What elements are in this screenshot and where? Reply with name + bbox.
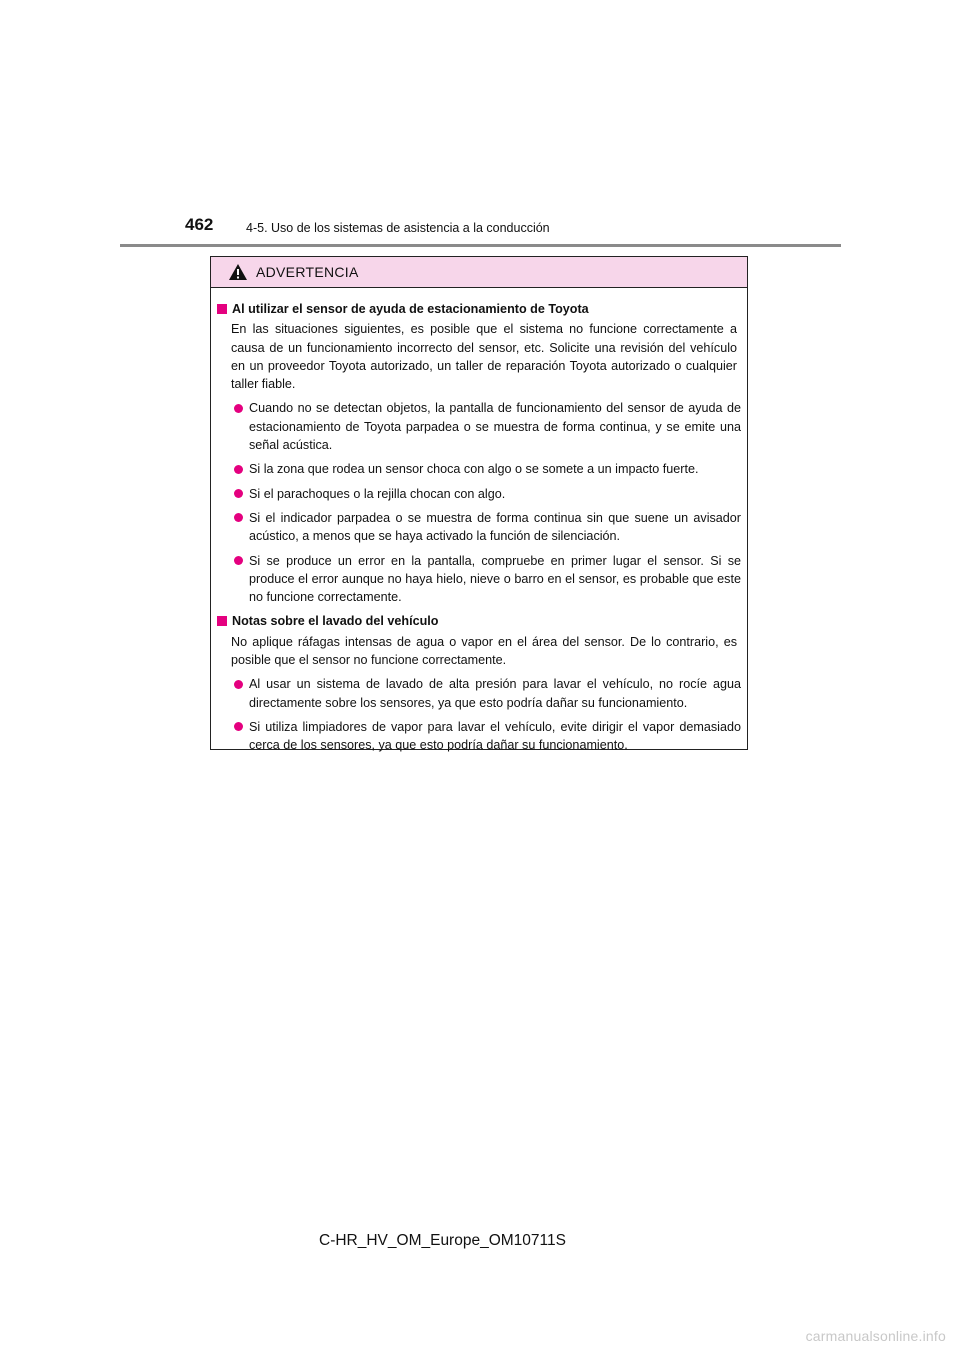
warning-triangle-icon bbox=[228, 263, 248, 281]
circle-bullet-icon bbox=[234, 404, 243, 413]
circle-bullet-icon bbox=[234, 556, 243, 565]
warning-box bbox=[210, 256, 748, 753]
list-item-text: Si utiliza limpiadores de vapor para lavar el vehículo, evite dirigir el vapor demasiado cerca de los sensores, ya que esto podría dañar su funcionamiento. bbox=[249, 719, 741, 753]
warning-title: ADVERTENCIA bbox=[256, 264, 359, 280]
list-item-text: Al usar un sistema de lavado de alta presión para lavar el vehículo, no rocíe agua directamente sobre los sensores, ya que esto podría dañar su funcionamiento. bbox=[249, 677, 741, 710]
section-intro: En las situaciones siguientes, es posible que el sistema no funcione correctamente a causa de un funcionamiento incorrecto del sensor, etc. Solicite una revisión del vehículo en un proveedor Toyota autorizado, un taller de reparación Toyota autorizado o cualquier taller fiable. bbox=[231, 322, 737, 392]
watermark-link[interactable]: carmanualsonline.info bbox=[805, 1328, 946, 1344]
section-heading-text: Notas sobre el lavado del vehículo bbox=[232, 614, 439, 629]
warning-body bbox=[211, 288, 747, 755]
circle-bullet-icon bbox=[234, 722, 243, 731]
list-item bbox=[231, 552, 741, 607]
warning-header bbox=[211, 257, 747, 288]
list-item bbox=[231, 718, 741, 755]
header-rule bbox=[120, 244, 841, 247]
list-item-text: Si la zona que rodea un sensor choca con algo o se somete a un impacto fuerte. bbox=[249, 462, 699, 477]
list-item bbox=[231, 485, 741, 503]
circle-bullet-icon bbox=[234, 680, 243, 689]
square-bullet-icon bbox=[217, 304, 227, 314]
list-item-text: Si se produce un error en la pantalla, compruebe en primer lugar el sensor. Si se produce el error aunque no haya hielo, nieve o barro en el sensor, es probable que este no funcione correctamente. bbox=[249, 553, 741, 605]
list-item-text: Si el parachoques o la rejilla chocan con algo. bbox=[249, 486, 506, 501]
list-item bbox=[231, 675, 741, 712]
circle-bullet-icon bbox=[234, 513, 243, 522]
section-heading bbox=[217, 300, 741, 318]
section-intro: No aplique ráfagas intensas de agua o vapor en el área del sensor. De lo contrario, es posible que el sensor no funcione correctamente. bbox=[231, 634, 737, 668]
section-title: 4-5. Uso de los sistemas de asistencia a la conducción bbox=[246, 221, 550, 235]
list-item-text: Si el indicador parpadea o se muestra de forma continua sin que suene un avisador acústico, a menos que se haya activado la función de silenciación. bbox=[249, 510, 741, 544]
list-item-text: Cuando no se detectan objetos, la pantalla de funcionamiento del sensor de ayuda de estacionamiento de Toyota parpadea o se muestra de forma continua, y se emite una señal acústica. bbox=[249, 401, 741, 453]
page-number: 462 bbox=[185, 215, 214, 234]
circle-bullet-icon bbox=[234, 489, 243, 498]
list-item bbox=[231, 460, 741, 478]
list-item bbox=[231, 399, 741, 454]
section-heading bbox=[217, 612, 741, 630]
list-item bbox=[231, 509, 741, 546]
square-bullet-icon bbox=[217, 616, 227, 626]
manual-code: C-HR_HV_OM_Europe_OM10711S bbox=[319, 1232, 566, 1249]
circle-bullet-icon bbox=[234, 465, 243, 474]
section-heading-text: Al utilizar el sensor de ayuda de estacionamiento de Toyota bbox=[232, 302, 589, 316]
